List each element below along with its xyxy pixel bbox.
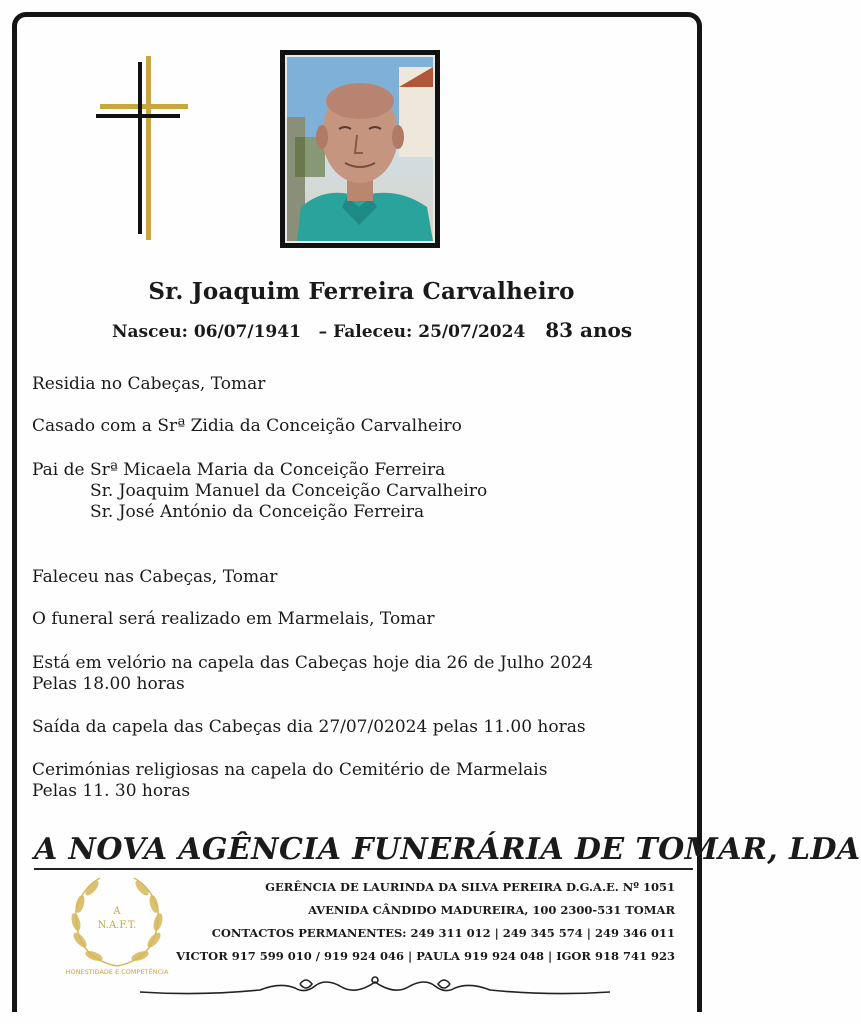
deceased-name: Sr. Joaquim Ferreira Carvalheiro: [148, 278, 575, 305]
spouse: Casado com a Srª Zidia da Conceição Carvalheiro: [32, 416, 462, 436]
agency-contacts: CONTACTOS PERMANENTES: 249 311 012 | 249 345 574 | 249 346 011: [211, 926, 675, 940]
wake-info: Está em velório na capela das Cabeças hoje dia 26 de Julho 2024: [32, 653, 593, 673]
funeral-place: O funeral será realizado em Marmelais, Tomar: [32, 609, 435, 629]
died-label: – Faleceu:: [318, 322, 413, 342]
death-place: Faleceu nas Cabeças, Tomar: [32, 567, 278, 587]
logo-letter: A: [113, 906, 121, 917]
agency-name: A NOVA AGÊNCIA FUNERÁRIA DE TOMAR, LDA: [34, 832, 861, 867]
born-date: 06/07/1941: [193, 322, 301, 342]
ceremony-info: Cerimónias religiosas na capela do Cemitério de Marmelais: [32, 760, 548, 780]
residence: Residia no Cabeças, Tomar: [32, 374, 266, 394]
wake-time: Pelas 18.00 horas: [32, 674, 185, 694]
age: 83 anos: [545, 318, 633, 342]
life-dates: [112, 318, 632, 342]
logo-motto: HONESTIDADE E COMPETÊNCIA: [65, 968, 169, 976]
agency-people: VICTOR 917 599 010 / 919 924 046 | PAULA 919 924 048 | IGOR 918 741 923: [176, 949, 675, 963]
ceremony-time: Pelas 11. 30 horas: [32, 781, 191, 801]
children-intro: Pai de Srª Micaela Maria da Conceição Ferreira: [32, 460, 446, 480]
born-label: Nasceu:: [112, 322, 188, 342]
logo-acronym: N.A.F.T.: [97, 920, 137, 931]
portrait-photo: [280, 50, 440, 248]
flourish-divider: [140, 972, 610, 1000]
child-3: Sr. José António da Conceição Ferreira: [90, 502, 425, 522]
cross-icon: [96, 56, 188, 240]
departure-info: Saída da capela das Cabeças dia 27/07/02024 pelas 11.00 horas: [32, 717, 586, 737]
agency-address: AVENIDA CÂNDIDO MADUREIRA, 100 2300-531 TOMAR: [308, 903, 675, 917]
laurel-wreath-logo: [56, 870, 178, 978]
agency-management: GERÊNCIA DE LAURINDA DA SILVA PEREIRA D.G.A.E. Nº 1051: [265, 880, 675, 894]
portrait-image: [287, 57, 433, 241]
died-date: 25/07/2024: [418, 322, 526, 342]
child-2: Sr. Joaquim Manuel da Conceição Carvalheiro: [90, 481, 488, 501]
